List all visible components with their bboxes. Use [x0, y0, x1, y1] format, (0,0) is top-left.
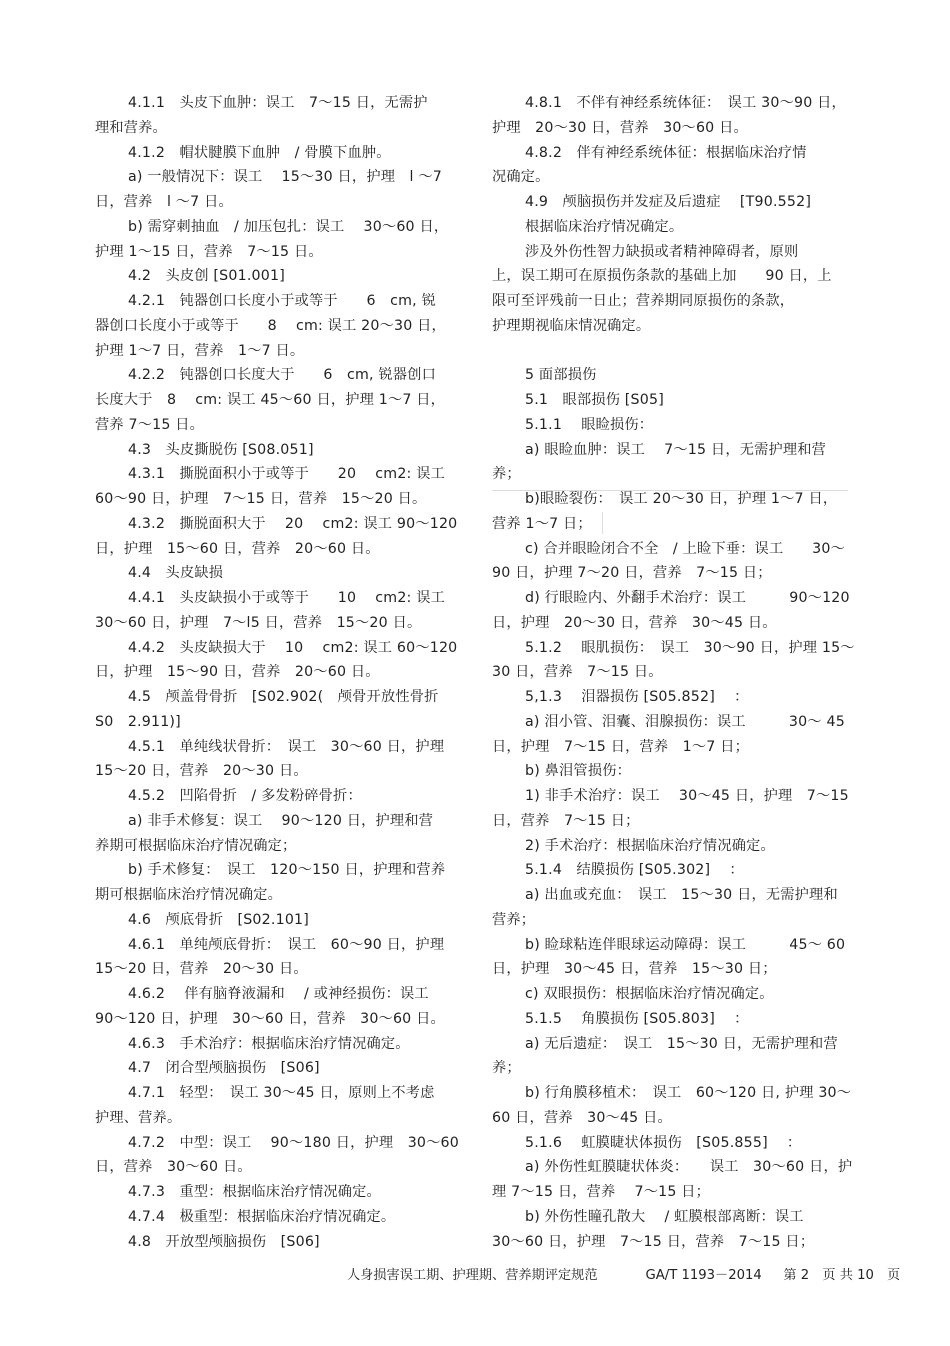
text-line: a) 一般情况下：误工 15～30 日，护理 l ～7: [128, 169, 442, 186]
text-line: 日，营养 l ～7 日。: [95, 194, 233, 210]
text-line: 4.7.1 轻型： 误工 30～45 日，原则上不考虑: [128, 1085, 435, 1101]
text-line: 4.2.1 钝器创口长度小于或等于 6 cm, 锐: [128, 293, 436, 309]
text-line: c) 双眼损伤：根据临床治疗情况确定。: [525, 986, 774, 1002]
text-line: 护理 1～7 日，营养 1～7 日。: [95, 342, 305, 359]
scan-artifact-line: [492, 490, 848, 492]
left-column: [95, 91, 459, 1254]
text-line: 养期可根据临床治疗情况确定；: [95, 837, 297, 854]
text-line: 4.8.1 不伴有神经系统体征： 误工 30～90 日，: [525, 95, 846, 111]
text-line: 4.3.1 撕脱面积小于或等于 20 cm2: 误工: [128, 466, 446, 483]
text-line: 90～120 日，护理 30～60 日，营养 30～60 日。: [95, 1010, 445, 1027]
text-line: 日，护理 30～45 日，营养 15～30 日；: [492, 961, 777, 978]
text-line: 4.2.2 钝器创口长度大于 6 cm, 锐器创口: [128, 367, 436, 384]
text-line: 4.5.1 单纯线状骨折： 误工 30～60 日，护理: [128, 738, 445, 755]
text-line: 4.4.2 头皮缺损大于 10 cm2: 误工 60～120: [128, 639, 458, 656]
footer-page-number: 第 2 页 共 10 页: [783, 1268, 901, 1283]
text-line: 理 7～15 日，营养 7～15 日；: [492, 1184, 711, 1200]
text-line: 日，营养 30～60 日。: [95, 1159, 252, 1176]
footer-title: 人身损害误工期、护理期、营养期评定规范: [347, 1268, 598, 1283]
text-line: 30～60 日，护理 7～15 日，营养 7～15 日；: [492, 1233, 815, 1250]
text-line: 日，护理 15～60 日，营养 20～60 日。: [95, 540, 380, 557]
text-line: 5 面部损伤: [525, 367, 597, 384]
text-line: 4.7.4 极重型：根据临床治疗情况确定。: [128, 1208, 396, 1225]
text-line: b) 手术修复： 误工 120～150 日，护理和营养: [128, 862, 446, 879]
text-line: 护理 20～30 日，营养 30～60 日。: [492, 119, 748, 136]
text-line: 1) 非手术治疗：误工 30～45 日，护理 7～15: [525, 788, 849, 804]
text-line: a) 出血或充血： 误工 15～30 日，无需护理和: [525, 887, 838, 903]
text-line: 4.7.3 重型：根据临床治疗情况确定。: [128, 1184, 381, 1200]
text-line: 30 日，营养 7～15 日。: [492, 664, 663, 681]
text-line: 涉及外伤性智力缺损或者精神障碍者，原则: [525, 243, 799, 260]
text-line: S0 2.911)]: [95, 713, 181, 730]
text-line: d) 行眼睑内、外翻手术治疗：误工 90～120: [525, 590, 850, 606]
text-line: c) 合并眼睑闭合不全 / 上睑下垂：误工 30～: [525, 540, 845, 557]
text-line: 况确定。: [492, 169, 550, 186]
text-line: 15～20 日，营养 20～30 日。: [95, 961, 308, 978]
text-line: 护理、营养。: [95, 1109, 182, 1126]
text-line: 4.4.1 头皮缺损小于或等于 10 cm2: 误工: [128, 590, 446, 606]
text-line: 5.1.4 结膜损伤 [S05.302] ：: [525, 862, 744, 879]
text-line: 护理 1～15 日，营养 7～15 日。: [95, 243, 323, 260]
text-line: 2) 手术治疗：根据临床治疗情况确定。: [525, 837, 775, 854]
text-line: 4.8.2 伴有神经系统体征：根据临床治疗情: [525, 144, 807, 161]
text-line: 期可根据临床治疗情况确定。: [95, 887, 283, 903]
text-line: 5.1.5 角膜损伤 [S05.803] ：: [525, 1010, 749, 1027]
text-line: 护理期视临床情况确定。: [492, 317, 651, 334]
text-line: 4.7.2 中型：误工 90～180 日，护理 30～60: [128, 1134, 459, 1151]
text-line: b) 睑球粘连伴眼球运动障碍：误工 45～ 60: [525, 936, 846, 953]
text-line: 限可至评残前一日止；营养期同原损伤的条款，: [492, 293, 795, 309]
text-line: 长度大于 8 cm: 误工 45～60 日，护理 1～7 日，: [95, 392, 446, 408]
text-line: 营养；: [492, 911, 536, 928]
text-line: a) 无后遗症： 误工 15～30 日，无需护理和营: [525, 1035, 838, 1052]
text-line: 4.7 闭合型颅脑损伤 [S06]: [128, 1060, 320, 1077]
text-line: a) 外伤性虹膜睫状体炎： 误工 30～60 日，护: [525, 1159, 853, 1176]
text-line: 理和营养。: [95, 119, 167, 136]
text-line: 4.6.3 手术治疗：根据临床治疗情况确定。: [128, 1035, 410, 1052]
text-line: 4.3 头皮撕脱伤 [S08.051]: [128, 441, 314, 458]
text-line: 4.1.1 头皮下血肿：误工 7～15 日，无需护: [128, 95, 428, 111]
page-footer: [347, 1266, 900, 1286]
text-line: 4.2 头皮创 [S01.001]: [128, 268, 285, 285]
text-line: 5,1.3 泪器损伤 [S05.852] ：: [525, 689, 749, 705]
text-line: b) 需穿刺抽血 / 加压包扎：误工 30～60 日，: [128, 218, 449, 235]
text-line: 60～90 日，护理 7～15 日，营养 15～20 日。: [95, 491, 427, 507]
text-line: 30～60 日，护理 7～l5 日，营养 15～20 日。: [95, 614, 422, 631]
text-line: 4.6 颅底骨折 [S02.101]: [128, 911, 310, 928]
text-line: 4.6.1 单纯颅底骨折： 误工 60～90 日，护理: [128, 936, 445, 953]
text-line: 养；: [492, 1060, 521, 1077]
scan-artifact-line: [602, 512, 604, 534]
text-line: b) 外伤性瞳孔散大 / 虹膜根部离断：误工: [525, 1208, 804, 1225]
text-line: a) 眼睑血肿：误工 7～15 日，无需护理和营: [525, 441, 827, 458]
text-line: 日，护理 15～90 日，营养 20～60 日。: [95, 664, 380, 681]
text-line: 4.1.2 帽状腱膜下血肿 / 骨膜下血肿。: [128, 144, 391, 161]
text-line: a) 非手术修复：误工 90～120 日，护理和营: [128, 812, 434, 829]
text-line: 5.1.6 虹膜睫状体损伤 [S05.855] ：: [525, 1134, 802, 1151]
text-line: 日，护理 20～30 日，营养 30～45 日。: [492, 614, 777, 631]
text-line: 4.6.2 伴有脑脊液漏和 / 或神经损伤：误工: [128, 986, 429, 1002]
text-line: 日，营养 7～15 日；: [492, 812, 640, 829]
text-line: 器创口长度小于或等于 8 cm: 误工 20～30 日，: [95, 317, 446, 334]
text-line: 营养 1～7 日；: [492, 515, 592, 532]
text-line: 日，护理 7～15 日，营养 1～7 日；: [492, 738, 749, 755]
text-line: 养；: [492, 466, 521, 483]
text-line: 4.3.2 撕脱面积大于 20 cm2: 误工 90～120: [128, 515, 458, 532]
text-line: 90 日，护理 7～20 日，营养 7～15 日；: [492, 565, 772, 582]
text-line: 60 日，营养 30～45 日。: [492, 1109, 672, 1126]
text-line: 4.4 头皮缺损: [128, 565, 224, 582]
text-line: 4.5.2 凹陷骨折 / 多发粉碎骨折：: [128, 788, 362, 804]
text-line: 15～20 日，营养 20～30 日。: [95, 763, 308, 780]
text-line: 根据临床治疗情况确定。: [525, 218, 684, 235]
text-line: [492, 339, 852, 364]
text-line: 营养 7～15 日。: [95, 416, 205, 433]
text-line: b) 行角膜移植术： 误工 60～120 日, 护理 30～: [525, 1085, 852, 1101]
text-line: 4.8 开放型颅脑损伤 [S06]: [128, 1233, 320, 1250]
text-line: a) 泪小管、泪囊、泪腺损伤：误工 30～ 45: [525, 713, 845, 730]
text-line: 4.5 颅盖骨骨折 [S02.902( 颅骨开放性骨折: [128, 689, 439, 705]
text-line: 5.1.1 眼睑损伤：: [525, 416, 654, 433]
right-column: [492, 91, 855, 1254]
text-line: b) 鼻泪管损伤：: [525, 763, 631, 780]
footer-standard: GA/T 1193－2014: [645, 1268, 762, 1283]
text-line: 上，误工期可在原损伤条款的基础上加 90 日，上: [492, 268, 832, 285]
text-line: 5.1.2 眼肌损伤： 误工 30～90 日，护理 15～: [525, 639, 855, 656]
text-line: 4.9 颅脑损伤并发症及后遗症 [T90.552]: [525, 194, 812, 210]
text-line: b)眼睑裂伤： 误工 20～30 日，护理 1～7 日，: [525, 491, 838, 507]
text-line: 5.1 眼部损伤 [S05]: [525, 392, 664, 408]
